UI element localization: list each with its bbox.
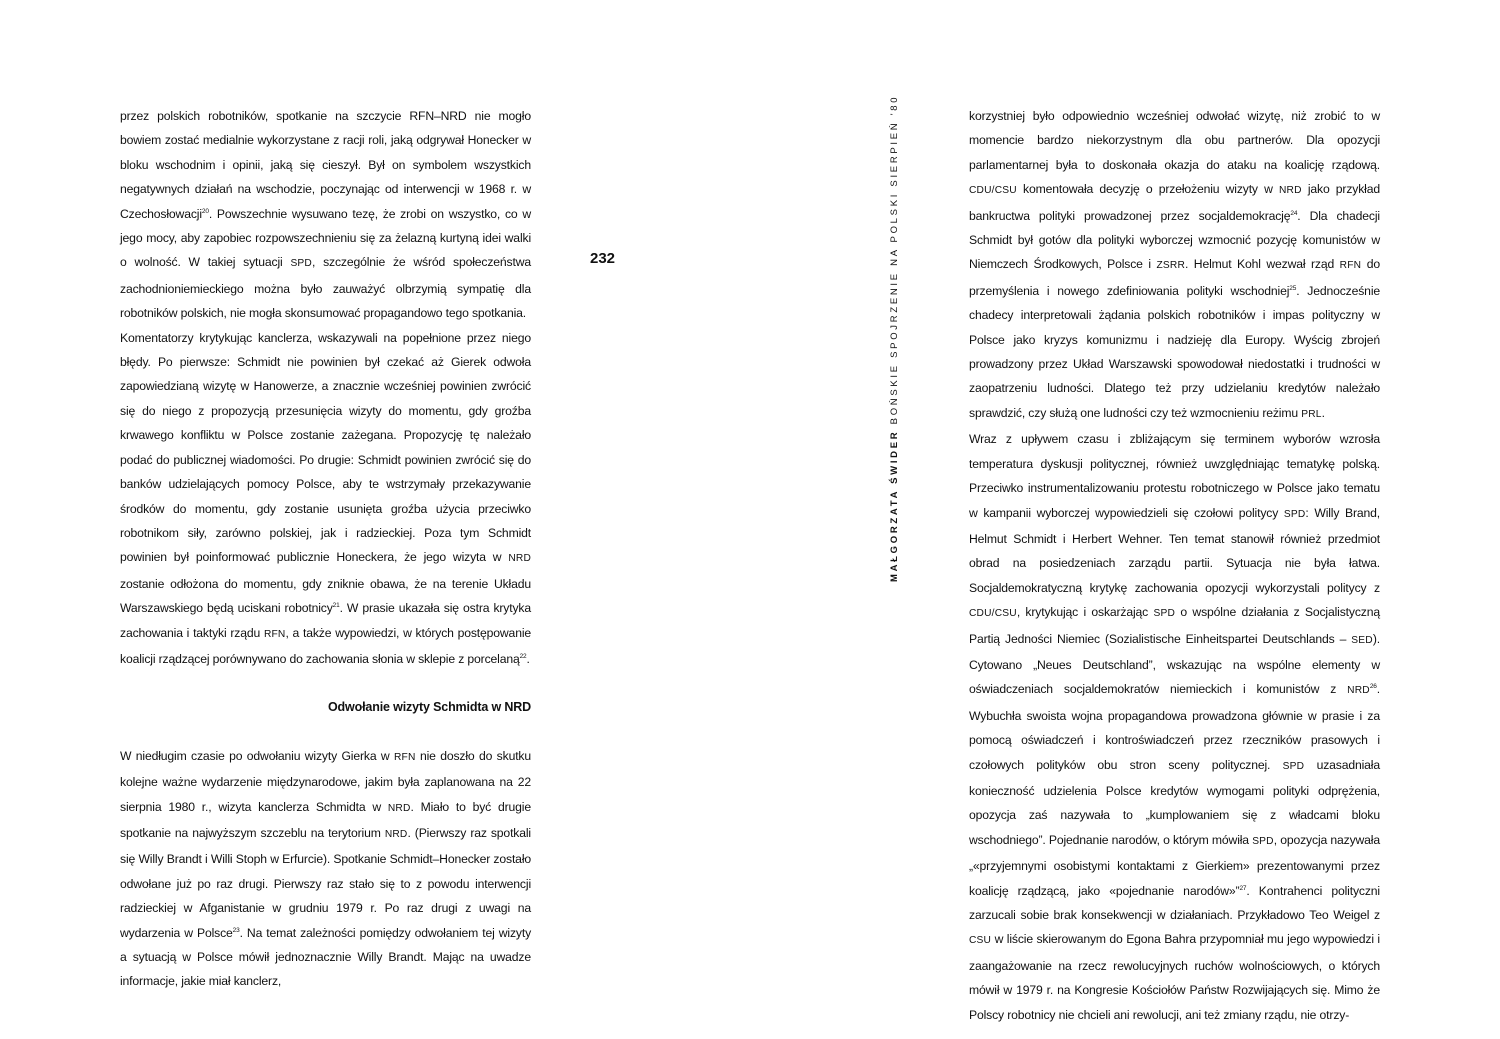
right-paragraph-2 [969, 427, 1380, 1027]
text-run: do przemyślenia i nowego zdefiniowania polityki wschodniej [969, 257, 1380, 298]
abbr-spd: SPD [1282, 760, 1305, 772]
running-head-author: MAŁGORZATA ŚWIDER [889, 429, 900, 582]
text-run: . Na temat zależności pomiędzy odwołaniem tej wizyty a sytuacją w Polsce mówił jednoznacznie Willy Brandt. Mając na uwadze informacje, jakie miał kanclerz, [120, 925, 532, 989]
text-run: jako przykład bankructwa polityki prowadzonej przez socjaldemokrację [969, 182, 1380, 223]
abbr-nrd: NRD [1347, 685, 1370, 697]
text-run: , a także wypowiedzi, w których postępowanie koalicji rządzącej porównywano do zachowania słonia w sklepie z porcelaną [120, 625, 532, 666]
abbr-rfn: RFN [394, 751, 416, 763]
abbr-csu: CSU [969, 935, 992, 947]
footnote-ref-26: 26 [1369, 683, 1377, 691]
text-run: W niedługim czasie po odwołaniu wizyty Gierka w [120, 748, 394, 763]
abbr-prl: PRL [1301, 408, 1322, 420]
text-run: korzystniej było odpowiednio wcześniej odwołać wizytę, niż zrobić to w momencie bardzo niekorzystnym dla obu partnerów. Dla opozycji parlamentarnej była to doskonała okazja do ataku na koalicję rządową. [969, 109, 1380, 172]
abbr-sed: SED [1351, 634, 1373, 646]
text-run: . [1321, 405, 1325, 420]
text-run: . Wybuchła swoista wojna propagandowa prowadzona głównie w prasie i za pomocą oświadczeń i kontroświadczeń przez rzeczników prasowych i czołowych polityków obu stron sceny politycznej. [969, 682, 1380, 772]
abbr-cdu-csu: CDU/CSU [969, 608, 1017, 620]
footnote-ref-24: 24 [1290, 209, 1298, 217]
text-run: . W prasie ukazała się ostra krytyka zachowania i taktyki rządu [120, 601, 531, 640]
text-run: przez polskich robotników, spotkanie na szczycie RFN–NRD nie mogło bowiem zostać medialnie wykorzystane z racji roli, jaką odgrywał Honecker w bloku wschodnim i opinii, jaką się cieszył. Był on symbolem wszystkich negatywnych działań na wschodzie, poczynając od interwencji w 1968 r. w Czechosłowacji [120, 109, 531, 221]
text-run: zostanie odłożona do momentu, gdy zniknie obawa, że na terenie Układu Warszawskiego będą uciskani robotnicy [120, 576, 531, 616]
abbr-spd: SPD [1153, 608, 1176, 620]
abbr-rfn: RFN [1339, 260, 1362, 272]
right-paragraph-1 [969, 104, 1380, 427]
abbr-cdu-csu: CDU/CSU [969, 185, 1017, 197]
abbr-nrd: NRD [1278, 185, 1302, 197]
text-run: . [526, 651, 530, 666]
abbr-zsrr: ZSRR [1156, 260, 1186, 272]
footnote-ref-27: 27 [1239, 884, 1247, 892]
text-run: . Powszechnie wysuwano tezę, że zrobi on wszystko, co w jego mocy, aby zapobiec rozpowszechnieniu się za żelazną kurtyną idei walki o wolność. W takiej sytuacji [120, 206, 531, 270]
abbr-spd: SPD [1252, 835, 1274, 847]
footnote-ref-22: 22 [519, 652, 527, 660]
text-run: ). Cytowano „Neues Deutschland”, wskazując na wspólne elementy w oświadczeniach socjaldemokratów niemieckich i komunistów z [969, 631, 1380, 697]
text-run: : Willy Brand, Helmut Schmidt i Herbert Wehner. Ten temat stanowił również przedmiot obrad na posiedzeniach zarządu partii. Sytuacja nie była łatwa. Socjaldemokratyczną krytykę zachowania opozycji wykorzystali politycy z [969, 505, 1380, 595]
right-page-column [969, 104, 1380, 1027]
text-run: , szczególnie że wśród społeczeństwa zachodnioniemieckiego można było zauważyć olbrzymią sympatię dla robotników polskich, nie mogła skonsumować propagandowo tego spotkania. [120, 255, 531, 321]
abbr-rfn: RFN [263, 628, 286, 640]
running-head-title: BOŃSKIE SPOJRZENIE NA POLSKI SIERPIEŃ '80 [889, 94, 900, 425]
footnote-ref-25: 25 [1289, 284, 1297, 292]
page-number: 232 [590, 250, 616, 267]
text-run: komentowała decyzję o przełożeniu wizyty w [1016, 182, 1279, 197]
left-paragraph-2 [120, 326, 531, 672]
text-run: . Jednocześnie chadecy interpretowali żądania polskich robotników i impas polityczny w Polsce jako kryzys komunizmu i nadzieję dla Europy. Wyścig zbrojeń prowadzony przez Układ Warszawski spowodował niedostatki i trudności w zaopatrzeniu ludności. Dlatego też przy udzielaniu kredytów należało sprawdzić, czy służą one ludności czy też wzmocnieniu reżimu [969, 283, 1381, 420]
abbr-nrd: NRD [508, 553, 531, 565]
footnote-ref-23: 23 [232, 926, 240, 934]
text-run: , krytykując i oskarżając [1016, 605, 1154, 620]
abbr-spd: SPD [1283, 508, 1306, 520]
footnote-ref-21: 21 [332, 602, 340, 610]
text-run: . (Pierwszy raz spotkali się Willy Brandt i Willi Stoph w Erfurcie). Spotkanie Schmidt–Honecker zostało odwołane już po raz drugi. Pierwszy raz stało się to z powodu interwencji radzieckiej w Afganistanie w grudniu 1979 r. Po raz drugi z uwagi na wydarzenia w Polsce [120, 825, 531, 940]
text-run: uzasadniała konieczność udzielenia Polsce kredytów wymogami polityki odprężenia, opozycja zaś nazywała to „kumplowaniem się z władcami bloku wschodniego”. Pojednanie narodów, o którym mówiła [969, 757, 1380, 847]
text-run: . Kontrahenci polityczni zarzucali sobie brak konsekwencji w działaniach. Przykładowo Teo Weigel z [969, 883, 1380, 922]
text-run: Komentatorzy krytykując kanclerza, wskazywali na popełnione przez niego błędy. Po pierwsze: Schmidt nie powinien był czekać aż Gierek odwoła zapowiedzianą wizytę w Hanowerze, a znacznie wcześniej powinien zwrócić się do niego z propozycją przesunięcia wizyty do momentu, gdy groźba krwawego konfliktu w Polsce zostanie zażegana. Propozycję tę należało podać do publicznej wiadomości. Po drugie: Schmidt powinien zwrócić się do banków udzielających pomocy Polsce, aby te wstrzymały przekazywanie środków do momentu, gdy zostanie usunięta groźba użycia przeciwko robotnikom siły, zarówno polskiej, jak i radzieckiej. Poza tym Schmidt powinien był poinformować publicznie Honeckera, że jego wizyta w [120, 330, 531, 565]
text-run: nie doszło do skutku kolejne ważne wydarzenie międzynarodowe, jakim była zaplanowana na 22 sierpnia 1980 r., wizyta kanclerza Schmidta w [120, 748, 532, 814]
left-paragraph-3 [120, 744, 531, 994]
text-run: Wraz z upływem czasu i zbliżającym się terminem wyborów wzrosła temperatura dyskusji politycznej, również uwzględniając tematykę polską. Przeciwko instrumentalizowaniu protestu robotniczego w Polsce jako tematu w kampanii wyborczej wypowiedzieli się czołowi politycy [969, 432, 1380, 520]
left-page-column [120, 104, 531, 994]
footnote-ref-20: 20 [201, 207, 209, 215]
left-paragraph-1 [120, 104, 531, 326]
running-head [889, 95, 901, 582]
text-run: , opozycja nazywała „«przyjemnymi osobistymi kontaktami z Gierkiem» prezentowanymi przez koalicję rządzącą, jako «pojednanie narodów»” [969, 832, 1380, 898]
abbr-nrd: NRD [387, 802, 411, 814]
text-run: o wspólne działania z Socjalistyczną Partią Jedności Niemiec (Sozialistische Einheitspartei Deutschlands – [969, 605, 1380, 646]
text-run: . Miało to być drugie spotkanie na najwyższym szczeblu na terytorium [120, 799, 531, 840]
abbr-spd: SPD [290, 258, 312, 270]
abbr-nrd: NRD [384, 828, 408, 840]
section-heading: Odwołanie wizyty Schmidta w NRD [327, 700, 531, 715]
text-run: w liście skierowanym do Egona Bahra przypomniał mu jego wypowiedzi i zaangażowanie na rzecz rewolucyjnych ruchów wolnościowych, o których mówił w 1979 r. na Kongresie Kościołów Państw Rozwijających się. Mimo że Polscy robotnicy nie chcieli ani rewolucji, ani też zmiany rządu, nie otrzy- [969, 932, 1380, 1022]
text-run: . Dla chadecji Schmidt był gotów dla polityki wyborczej wzmocnić pozycję komunistów w Niemczech Środkowych, Polsce i [969, 208, 1380, 272]
text-run: . Helmut Kohl wezwał rząd [1185, 257, 1340, 272]
